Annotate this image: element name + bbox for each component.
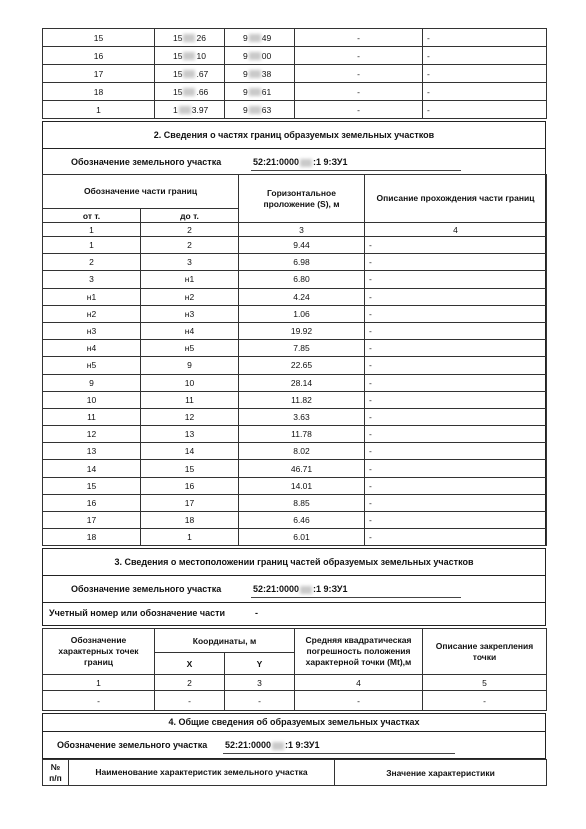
account-label: Учетный номер или обозначение части [49,608,226,619]
from-point: 1 [43,237,141,254]
to-point: 13 [141,426,239,443]
fix-description: - [423,47,547,65]
section-3-account [42,603,546,626]
table-row [43,237,547,254]
length-value: 11.78 [239,426,365,443]
to-point: 2 [141,237,239,254]
section-3 [42,548,546,603]
coord-y [225,29,295,47]
coord-x [155,65,225,83]
table-row [43,305,547,322]
table-row [43,47,547,65]
table-cell: - [43,691,155,711]
redacted-digits [249,106,261,114]
coord-x-suffix: 26 [196,32,206,43]
from-point: 13 [43,443,141,460]
error-value: - [295,83,423,101]
table-cell: - [423,691,547,711]
from-point: 3 [43,271,141,288]
to-point: 3 [141,254,239,271]
head-description: Описание прохождения части границ [365,175,547,223]
head-num: № п/п [43,760,69,786]
from-point: н5 [43,357,141,374]
section-2-title: 2. Сведения о частях границ образуемых земельных участков [153,130,435,140]
table-row [43,322,547,339]
boundary-parts-table [42,174,547,546]
table-row [43,83,547,101]
table-row [43,374,547,391]
to-point: н2 [141,288,239,305]
length-value: 3.63 [239,408,365,425]
to-point: 15 [141,460,239,477]
length-value: 8.02 [239,443,365,460]
table-row [43,271,547,288]
fix-description: - [423,101,547,119]
redacted-digits [183,52,195,60]
description-value: - [365,494,547,511]
coord-y-prefix: 9 [243,86,248,97]
coord-x-prefix: 15 [173,86,183,97]
redacted-digits [249,34,261,42]
redacted-digits [249,70,261,78]
coord-x-suffix: 10 [196,50,206,61]
head-length: Горизонтальное проложение (S), м [239,175,365,223]
length-value: 8.85 [239,494,365,511]
table-row [43,529,547,546]
description-value: - [365,340,547,357]
from-point: 15 [43,477,141,494]
coord-x-suffix: .66 [196,86,209,97]
table-row [43,443,547,460]
description-value: - [365,357,547,374]
section-4-title: 4. Общие сведения об образуемых земельных участках [168,717,420,728]
to-point: 18 [141,512,239,529]
section-4 [42,713,546,759]
to-point: н3 [141,305,239,322]
table-row [43,426,547,443]
description-value: - [365,426,547,443]
coord-y-suffix: 38 [261,68,272,79]
length-value: 46.71 [239,460,365,477]
head-points: Обозначение характерных точек границ [43,629,155,675]
table-row [43,65,547,83]
length-value: 1.06 [239,305,365,322]
length-value: 7.85 [239,340,365,357]
coord-y-prefix: 9 [243,104,248,115]
description-value: - [365,288,547,305]
column-number: 1 [43,223,141,237]
from-point: н2 [43,305,141,322]
error-value: - [295,65,423,83]
to-point: 12 [141,408,239,425]
coord-y-prefix: 9 [243,50,248,61]
length-value: 6.98 [239,254,365,271]
designation-value: 52:21:0000 :1 9:ЗУ1 [225,740,320,751]
from-point: 9 [43,374,141,391]
head-to: до т. [141,209,239,223]
from-point: н1 [43,288,141,305]
table-row [43,357,547,374]
coord-y-suffix: 61 [261,86,272,97]
coord-x [155,101,225,119]
coord-x [155,29,225,47]
table-cell: - [225,691,295,711]
from-point: 10 [43,391,141,408]
head-x: X [155,653,225,675]
coord-x-prefix: 15 [173,32,183,43]
description-value: - [365,254,547,271]
coord-y-prefix: 9 [243,32,248,43]
redacted-digits [183,34,195,42]
description-value: - [365,271,547,288]
general-info-table [42,759,547,786]
error-value: - [295,47,423,65]
point-number: 18 [43,83,155,101]
redacted-digits [179,106,191,114]
section-3-designation [43,575,545,602]
designation-label: Обозначение земельного участка [71,584,222,595]
table-row [43,494,547,511]
description-value: - [365,512,547,529]
description-value: - [365,408,547,425]
coord-y [225,65,295,83]
column-number: 4 [295,675,423,691]
table-row [43,101,547,119]
head-y: Y [225,653,295,675]
designation-value: 52:21:0000 :1 9:ЗУ1 [253,584,348,595]
coord-x-suffix: 3.97 [191,104,209,115]
redacted-digits [249,52,261,60]
coord-x [155,83,225,101]
to-point: н5 [141,340,239,357]
coord-y-suffix: 49 [261,32,272,43]
description-value: - [365,305,547,322]
length-value: 6.46 [239,512,365,529]
table-row [43,340,547,357]
description-value: - [365,374,547,391]
description-value: - [365,322,547,339]
from-point: 12 [43,426,141,443]
coord-y-prefix: 9 [243,68,248,79]
length-value: 11.82 [239,391,365,408]
column-number: 3 [239,223,365,237]
fix-description: - [423,65,547,83]
designation-label: Обозначение земельного участка [71,157,222,167]
to-point: 11 [141,391,239,408]
designation-value: 52:21:0000 :1 9:ЗУ1 [253,157,348,167]
section-2 [42,121,546,546]
table-cell: - [295,691,423,711]
from-point: н3 [43,322,141,339]
to-point: 14 [141,443,239,460]
table-cell: - [155,691,225,711]
point-number: 17 [43,65,155,83]
to-point: н4 [141,322,239,339]
section-4-designation [43,731,545,758]
table-row [43,288,547,305]
column-number: 1 [43,675,155,691]
coord-x [155,47,225,65]
length-value: 6.01 [239,529,365,546]
coord-x-prefix: 15 [173,50,183,61]
fix-description: - [423,83,547,101]
head-coords: Координаты, м [155,629,295,653]
from-point: 16 [43,494,141,511]
column-number: 5 [423,675,547,691]
document-page [42,28,546,786]
account-value: - [255,608,258,619]
length-value: 14.01 [239,477,365,494]
head-fix-desc: Описание закрепления точки [423,629,547,675]
from-point: 18 [43,529,141,546]
column-number: 2 [141,223,239,237]
head-from: от т. [43,209,141,223]
length-value: 9.44 [239,237,365,254]
to-point: 16 [141,477,239,494]
table-row [43,460,547,477]
description-value: - [365,391,547,408]
error-value: - [295,29,423,47]
part-coordinates-table [42,628,547,711]
coordinates-table-continued [42,28,547,119]
table-row [43,408,547,425]
coord-x-prefix: 15 [173,68,183,79]
from-point: 17 [43,512,141,529]
point-number: 15 [43,29,155,47]
head-value: Значение характеристики [335,760,547,786]
from-point: 2 [43,254,141,271]
length-value: 6.80 [239,271,365,288]
section-3-title: 3. Сведения о местоположении границ частей образуемых земельных участков [114,557,474,568]
description-value: - [365,237,547,254]
length-value: 28.14 [239,374,365,391]
fix-description: - [423,29,547,47]
description-value: - [365,477,547,494]
column-number: 2 [155,675,225,691]
table-row [43,477,547,494]
description-value: - [365,529,547,546]
coord-y [225,47,295,65]
to-point: 9 [141,357,239,374]
redacted-digits [183,70,195,78]
section-2-designation [43,148,545,175]
error-value: - [295,101,423,119]
point-number: 1 [43,101,155,119]
table-row [43,391,547,408]
table-row [43,512,547,529]
to-point: н1 [141,271,239,288]
description-value: - [365,443,547,460]
head-name: Наименование характеристик земельного участка [69,760,335,786]
table-row [43,254,547,271]
redacted-digits [249,88,261,96]
designation-label: Обозначение земельного участка [57,740,208,751]
table-row [43,29,547,47]
to-point: 10 [141,374,239,391]
coord-y [225,83,295,101]
length-value: 4.24 [239,288,365,305]
coord-x-prefix: 1 [173,104,178,115]
coord-y-suffix: 00 [261,50,272,61]
column-number: 4 [365,223,547,237]
length-value: 22.65 [239,357,365,374]
head-error: Средняя квадратическая погрешность положения характерной точки (Mt),м [295,629,423,675]
coord-y [225,101,295,119]
head-part: Обозначение части границ [43,175,239,209]
point-number: 16 [43,47,155,65]
from-point: 11 [43,408,141,425]
coord-y-suffix: 63 [261,104,272,115]
description-value: - [365,460,547,477]
length-value: 19.92 [239,322,365,339]
coord-x-suffix: .67 [196,68,209,79]
to-point: 1 [141,529,239,546]
redacted-digits [183,88,195,96]
column-number: 3 [225,675,295,691]
to-point: 17 [141,494,239,511]
from-point: н4 [43,340,141,357]
from-point: 14 [43,460,141,477]
